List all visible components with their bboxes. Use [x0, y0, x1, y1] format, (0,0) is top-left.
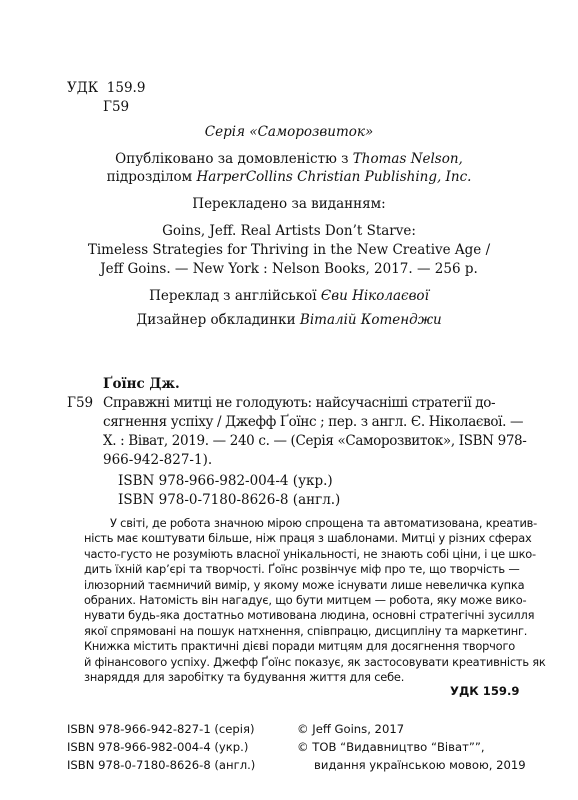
description-line: знаряддя для заробітку та будування життя для себе. — [84, 670, 405, 685]
designer-text: Дизайнер обкладинки — [136, 312, 300, 328]
translator-text: Переклад з англійської — [149, 288, 321, 304]
description-line: У світі, де робота значною мірою спрощена та автоматизована, креатив- — [110, 516, 538, 530]
agreement-division-publisher: HarperCollins Christian Publishing, Inc. — [196, 169, 472, 185]
description-line: часто-густо не розуміють власної унікальності, не знають собі ціни, і це шко- — [84, 546, 536, 561]
catalog-line1: Справжні митці не голодують: найсучасніші стратегії до- — [103, 395, 496, 411]
translator-line — [0, 288, 578, 304]
footer-isbn-eng: ISBN 978-0-7180-8626-8 (англ.) — [67, 758, 256, 772]
udk-bottom: УДК 159.9 — [450, 684, 520, 698]
footer-isbn-ukr: ISBN 978-966-982-004-4 (укр.) — [67, 740, 249, 754]
footer-isbn-series: ISBN 978-966-942-827-1 (серія) — [67, 722, 255, 736]
udk-code: 159.9 — [106, 80, 146, 96]
agreement-division-text: підрозділом — [106, 169, 197, 185]
udk-word: УДК — [67, 80, 99, 96]
published-agreement-line1 — [0, 151, 578, 167]
catalog-author: Ґоїнс Дж. — [103, 376, 180, 392]
copyright-line1: © Jeff Goins, 2017 — [297, 722, 405, 736]
udk-label — [67, 80, 145, 96]
translated-from: Перекладено за виданням: — [192, 196, 386, 212]
catalog-line3: Х. : Віват, 2019. — 240 с. — (Серія «Саморозвиток», ISBN 978- — [103, 433, 527, 449]
copyright-line2: © ТОВ “Видавництво “Віват””, — [297, 740, 485, 754]
agreement-text: Опубліковано за домовленістю з — [115, 151, 353, 167]
original-edition-line1: Goins, Jeff. Real Artists Don’t Starve: — [162, 223, 416, 239]
original-edition-line3: Jeff Goins. — New York : Nelson Books, 2017. — 256 p. — [100, 261, 478, 277]
description-line: й фінансового успіху. Джефф Ґоїнс показує, як застосовувати креативність як — [84, 654, 546, 669]
translator-name: Єви Ніколаєвої — [320, 288, 429, 304]
designer-name: Віталій Котенджи — [299, 312, 442, 328]
series-line: Серія «Саморозвиток» — [204, 124, 374, 140]
agreement-publisher: Thomas Nelson, — [352, 151, 463, 167]
description-line: нувати будь-яка достатньо мотивована людина, основні стратегічні зусилля — [84, 608, 535, 623]
description — [84, 516, 546, 685]
catalog-line2: сягнення успіху / Джефф Ґоїнс ; пер. з англ. Є. Ніколаєвої. — — [103, 414, 524, 430]
catalog-isbn-eng: ISBN 978-0-7180-8626-8 (англ.) — [118, 492, 341, 508]
copyright-line3: видання українською мовою, 2019 — [314, 758, 526, 772]
published-agreement-line2 — [0, 169, 578, 185]
catalog-mark: Г59 — [67, 395, 94, 411]
description-line: Книжка містить практичні дієві поради митцям для досягнення творчого — [84, 639, 516, 654]
description-line: ність має коштувати більше, ніж праця з шаблонами. Митці у різних сферах — [84, 531, 532, 546]
description-line: якої спрямовані на пошук натхнення, співпрацю, дисципліну та маркетинг. — [84, 623, 528, 638]
catalog-line4: 966-942-827-1). — [103, 452, 213, 468]
designer-line — [0, 312, 578, 328]
description-line: ілюзорний таємничий вимір, у якому може існувати лише невеличка купка — [84, 577, 525, 592]
description-line: дить їхній кар’єрі та творчості. Ґоїнс розвінчує міф про те, що творчість — — [84, 562, 520, 577]
original-edition-line2: Timeless Strategies for Thriving in the New Creative Age / — [87, 242, 491, 258]
udk-author-mark: Г59 — [103, 99, 130, 115]
catalog-isbn-ukr: ISBN 978-966-982-004-4 (укр.) — [118, 473, 333, 489]
description-line: обраних. Натомість він нагадує, що бути митцем — робота, яку може вико- — [84, 593, 527, 608]
